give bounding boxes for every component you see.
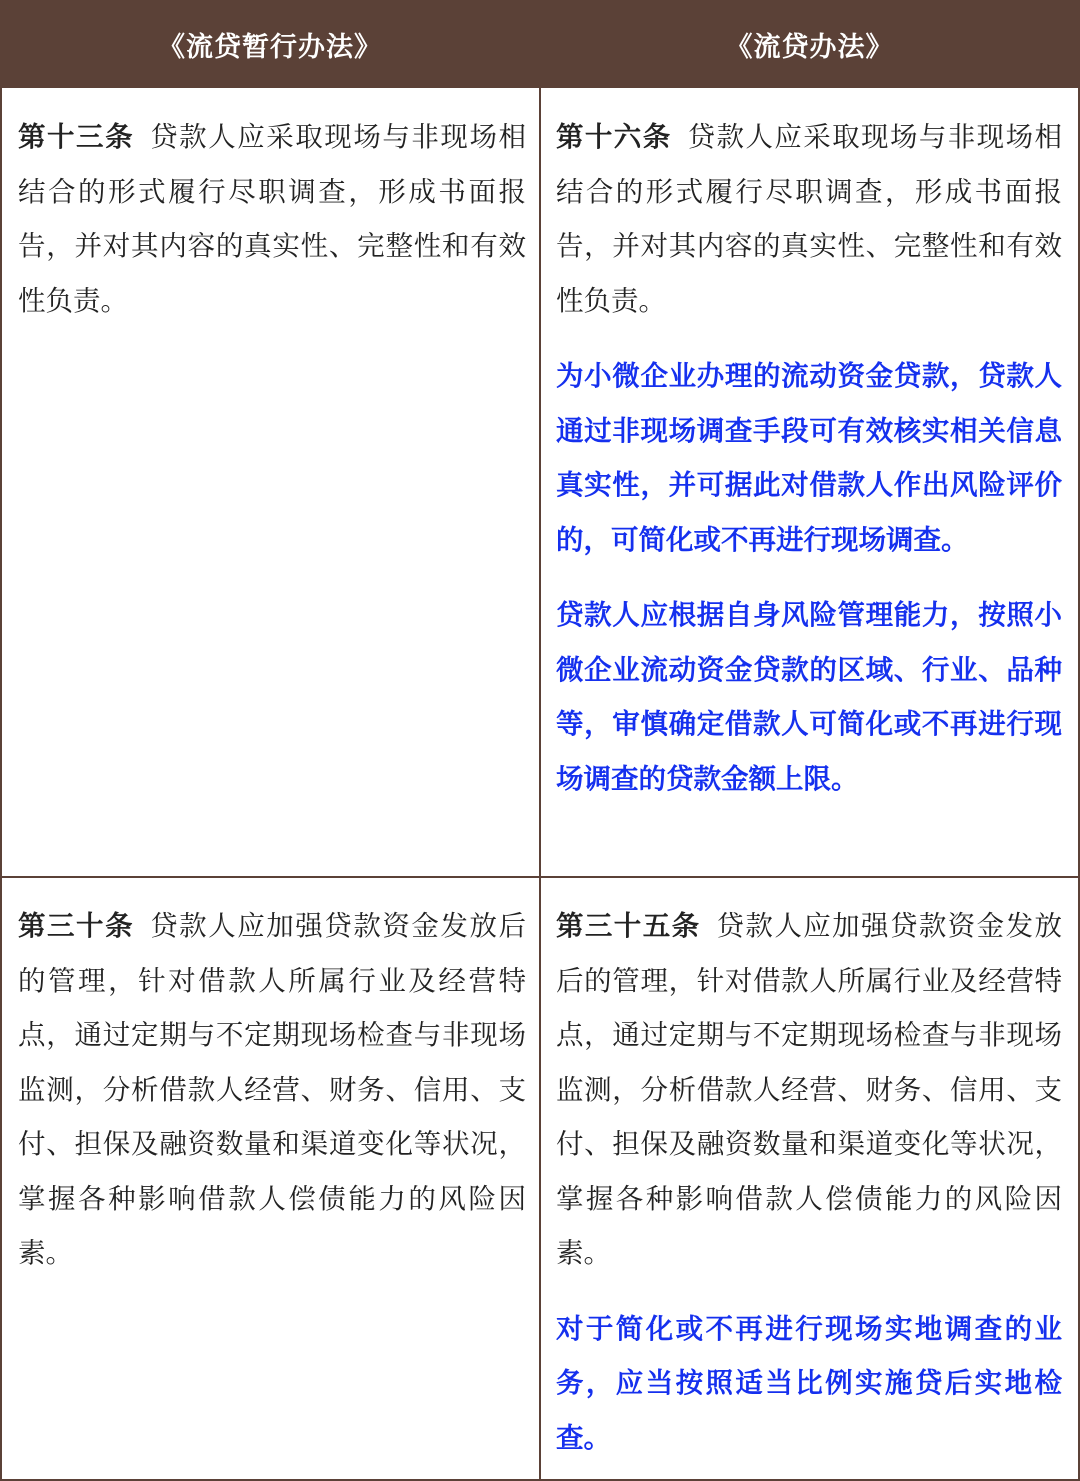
row2-left-text: 贷款人应加强贷款资金发放后的管理，针对借款人所属行业及经营特点，通过定期与不定期现场检查与非现场监测，分析借款人经营、财务、信用、支付、担保及融资数量和渠道变化等状况，掌握各种影响借款人偿债能力的风险因素。	[18, 910, 526, 1269]
row1-right-highlight-1: 为小微企业办理的流动资金贷款，贷款人通过非现场调查手段可有效核实相关信息真实性，并可据此对借款人作出风险评价的，可简化或不再进行现场调查。	[556, 360, 1062, 556]
row1-left-text: 贷款人应采取现场与非现场相结合的形式履行尽职调查，形成书面报告，并对其内容的真实性、完整性和有效性负责。	[18, 121, 526, 317]
row1-right-cell	[556, 110, 1062, 806]
table-row-divider	[0, 876, 1080, 878]
row2-right-article: 第三十五条	[556, 910, 701, 942]
row2-right-paragraph	[556, 899, 1062, 1281]
table-border-left	[0, 0, 2, 1481]
row2-left-paragraph	[18, 899, 526, 1281]
row1-right-highlight-2: 贷款人应根据自身风险管理能力，按照小微企业流动资金贷款的区域、行业、品种等，审慎确定借款人可简化或不再进行现场调查的贷款金额上限。	[556, 599, 1062, 795]
row1-right-article: 第十六条	[556, 121, 672, 153]
header-right-title: 《流贷办法》	[541, 1, 1078, 88]
row2-right-cell	[556, 899, 1062, 1465]
row1-left-cell	[18, 110, 526, 328]
row1-right-paragraph	[556, 110, 1062, 328]
table-border-top	[0, 0, 1080, 2]
row2-left-cell	[18, 899, 526, 1281]
row1-right-text: 贷款人应采取现场与非现场相结合的形式履行尽职调查，形成书面报告，并对其内容的真实性、完整性和有效性负责。	[556, 121, 1062, 317]
table-column-divider	[539, 0, 541, 1481]
row1-left-paragraph	[18, 110, 526, 328]
row2-right-text: 贷款人应加强贷款资金发放后的管理，针对借款人所属行业及经营特点，通过定期与不定期现场检查与非现场监测，分析借款人经营、财务、信用、支付、担保及融资数量和渠道变化等状况，掌握各种影响借款人偿债能力的风险因素。	[556, 910, 1062, 1269]
row1-left-article: 第十三条	[18, 121, 135, 153]
row2-left-article: 第三十条	[18, 910, 135, 942]
row2-right-highlight-1: 对于简化或不再进行现场实地调查的业务，应当按照适当比例实施贷后实地检查。	[556, 1312, 1062, 1454]
header-left-title: 《流贷暂行办法》	[1, 1, 539, 88]
